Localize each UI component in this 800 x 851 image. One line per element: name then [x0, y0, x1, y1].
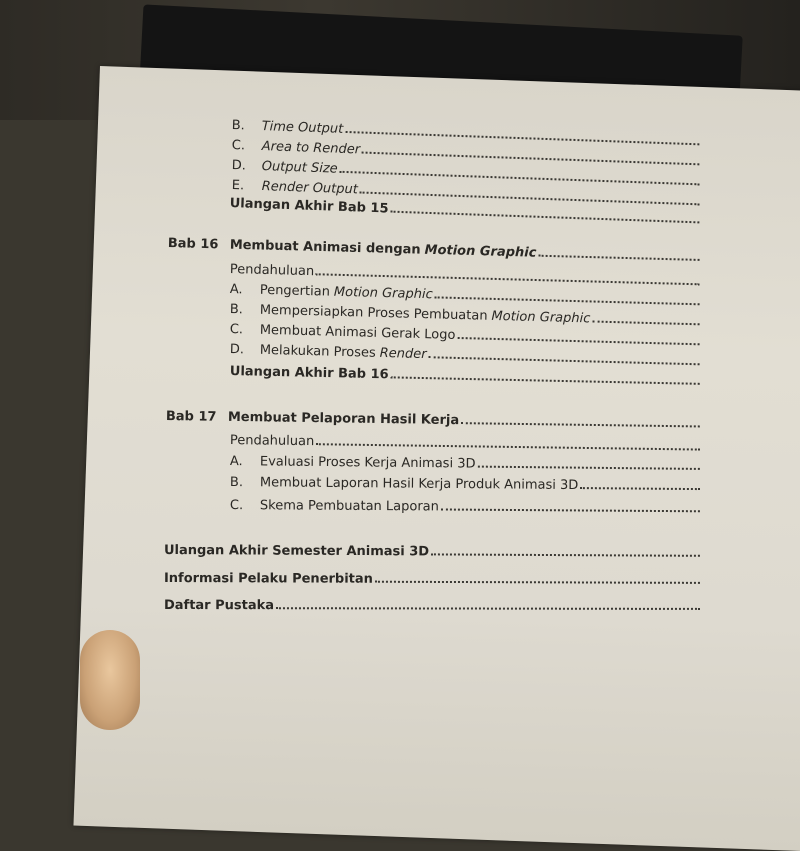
entry-title: Informasi Pelaku Penerbitan	[163, 571, 373, 587]
entry-letter: B.	[229, 302, 244, 318]
leader-dots	[375, 580, 700, 584]
leader-dots	[276, 606, 700, 610]
entry-title: Daftar Pustaka	[163, 598, 275, 614]
entry-letter: C.	[229, 322, 244, 338]
toc-entry	[230, 475, 700, 494]
entry-letter: C.	[229, 498, 244, 514]
toc-entry	[230, 433, 700, 455]
leader-dots	[580, 486, 700, 490]
entry-title: Time Output	[261, 119, 344, 137]
leader-dots	[435, 295, 700, 305]
entry-letter: C.	[231, 138, 246, 154]
entry-letter: B.	[231, 118, 246, 134]
entry-title: Ulangan Akhir Bab 15	[229, 196, 389, 217]
leader-dots	[461, 421, 700, 427]
entry-title: Ulangan Akhir Semester Animasi 3D	[163, 543, 430, 560]
leader-dots	[441, 507, 700, 512]
chapter-number: Bab 16	[167, 236, 219, 253]
chapter-heading	[168, 236, 700, 265]
toc-entry	[164, 571, 700, 588]
leader-dots	[391, 375, 700, 384]
chapter-number: Bab 17	[165, 409, 217, 425]
toc-entry	[230, 498, 700, 516]
entry-title: Pendahuluan	[229, 262, 315, 280]
toc-entry	[164, 598, 700, 614]
entry-title: Evaluasi Proses Kerja Animasi 3D	[259, 454, 476, 472]
toc-entry	[164, 543, 700, 561]
chapter-title: Membuat Animasi dengan	[229, 237, 421, 258]
entry-title: Skema Pembuatan Laporan	[259, 498, 439, 515]
entry-title: Area to Render	[261, 139, 361, 158]
entry-letter: A.	[229, 282, 243, 298]
toc-entry	[230, 454, 700, 474]
entry-title: Pendahuluan	[229, 433, 315, 450]
leader-dots	[477, 465, 699, 470]
entry-title-italic: Motion Graphic	[333, 284, 433, 303]
chapter-heading	[166, 409, 700, 431]
leader-dots	[390, 210, 699, 224]
leader-dots	[592, 319, 699, 325]
leader-dots	[431, 552, 700, 556]
entry-letter: B.	[229, 475, 244, 491]
entry-letter: E.	[231, 178, 245, 194]
chapter-title-italic: Motion Graphic	[424, 242, 537, 261]
entry-letter: D.	[231, 158, 247, 174]
chapter-title: Membuat Pelaporan Hasil Kerja	[227, 409, 460, 429]
leader-dots	[316, 442, 700, 450]
entry-letter: A.	[229, 454, 243, 470]
entry-title-italic: Motion Graphic	[491, 308, 591, 327]
entry-title: Membuat Animasi Gerak Logo	[259, 322, 456, 343]
entry-title-italic: Render	[379, 345, 427, 363]
leader-dots	[428, 355, 699, 365]
entry-title: Output Size	[261, 159, 338, 177]
entry-title: Mempersiapkan Proses Pembuatan	[259, 302, 488, 324]
entry-title: Melakukan Proses	[259, 342, 376, 361]
entry-title: Membuat Laporan Hasil Kerja Produk Animasi 3D	[259, 475, 579, 494]
leader-dots	[538, 254, 699, 261]
entry-title: Pengertian	[259, 282, 331, 300]
leader-dots	[362, 151, 700, 166]
leader-dots	[316, 272, 700, 285]
toc-entry	[230, 364, 700, 389]
entry-title: Ulangan Akhir Bab 16	[229, 364, 389, 383]
entry-letter: D.	[229, 342, 245, 358]
leader-dots	[457, 336, 699, 345]
entry-title: Render Output	[261, 179, 359, 198]
